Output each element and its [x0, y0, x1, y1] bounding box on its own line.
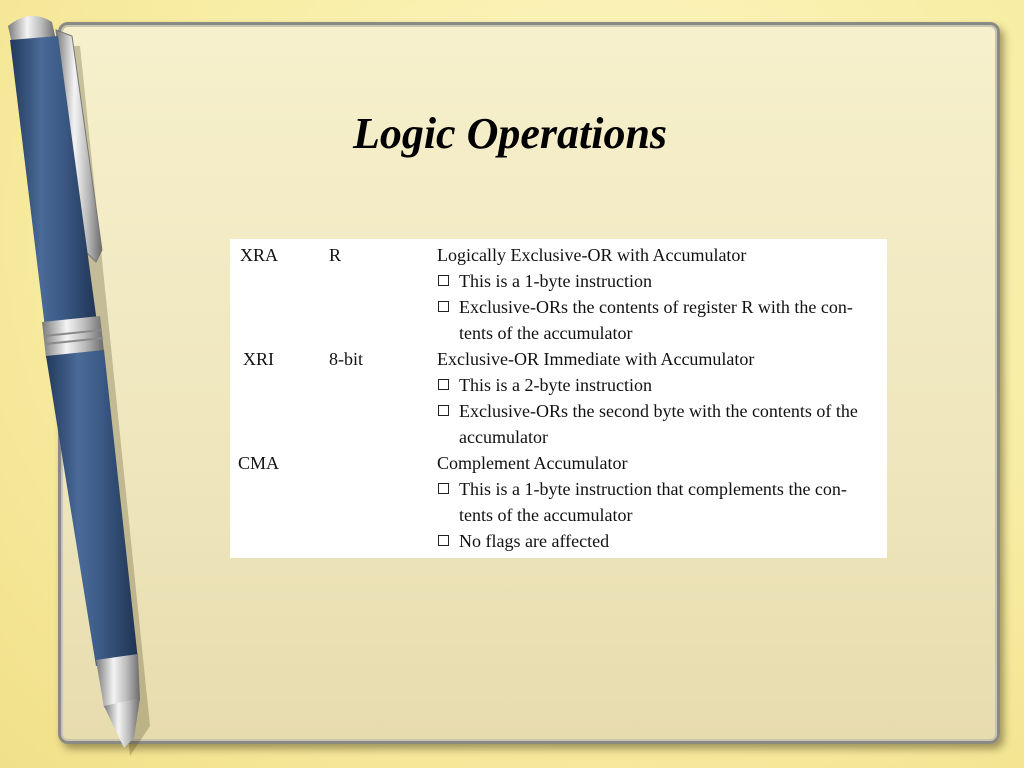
checkbox-square-icon — [438, 535, 449, 546]
checkbox-square-icon — [438, 275, 449, 286]
slide-title: Logic Operations — [352, 109, 668, 158]
instruction-table-image — [230, 239, 887, 558]
description-xra — [437, 242, 877, 346]
bullet-item: No flags are affected — [437, 528, 877, 554]
description-xri — [437, 346, 877, 450]
operand-xri: 8-bit — [329, 349, 363, 369]
mnemonic-xri: XRI — [243, 349, 274, 369]
bullet-item: This is a 2-byte instruction — [437, 372, 877, 398]
checkbox-square-icon — [438, 405, 449, 416]
heading-xra: Logically Exclusive-OR with Accumulator — [437, 245, 747, 265]
checkbox-square-icon — [438, 483, 449, 494]
bullet-item: Exclusive-ORs the contents of register R with the con-tents of the accumulator — [437, 294, 877, 346]
checkbox-square-icon — [438, 379, 449, 390]
bullet-item: This is a 1-byte instruction — [437, 268, 877, 294]
operand-xra: R — [329, 245, 342, 265]
bullet-item: This is a 1-byte instruction that complements the con-tents of the accumulator — [437, 476, 877, 528]
heading-cma: Complement Accumulator — [437, 453, 628, 473]
mnemonic-xra: XRA — [240, 245, 279, 265]
heading-xri: Exclusive-OR Immediate with Accumulator — [437, 349, 755, 369]
mnemonic-cma: CMA — [238, 453, 280, 473]
checkbox-square-icon — [438, 301, 449, 312]
description-cma — [437, 450, 877, 554]
bullet-item: Exclusive-ORs the second byte with the contents of the accumulator — [437, 398, 877, 450]
